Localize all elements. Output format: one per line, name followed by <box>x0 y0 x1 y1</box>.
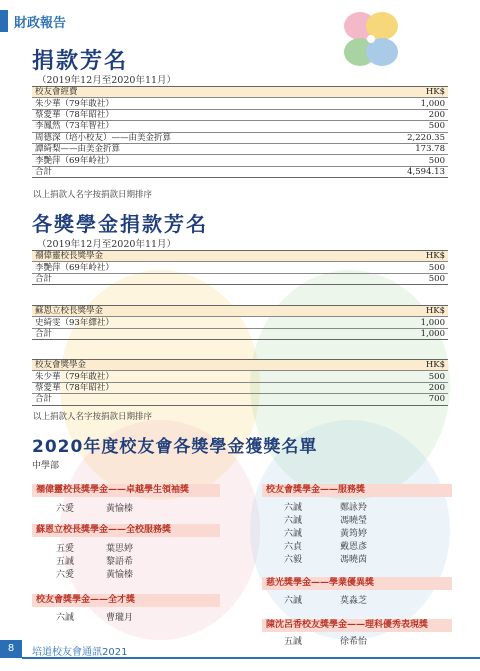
scholarships-note: 以上捐款人名字按捐款日期排序 <box>33 412 153 422</box>
donation-amount: 500 <box>350 121 448 132</box>
table-title: 蘇恩立校長獎學金 <box>32 306 338 317</box>
table-total-row <box>32 394 448 405</box>
donation-amount: 200 <box>353 382 448 393</box>
winner-row <box>284 539 444 551</box>
table-total-row <box>32 166 448 177</box>
scholarship-table <box>32 359 448 406</box>
winner-name: 黃愉榛 <box>106 504 134 514</box>
winner-name: 黃筠婷 <box>340 529 368 539</box>
donor-name: 李艷萍（69年岭社） <box>32 262 353 273</box>
donor-name: 朱少華（79年敢社） <box>32 371 353 382</box>
winner-class: 六誠 <box>284 596 303 606</box>
winner-row <box>284 593 444 605</box>
winner-row <box>56 501 216 513</box>
table-row <box>32 132 448 143</box>
table-row <box>32 121 448 132</box>
donation-amount: 200 <box>350 109 448 120</box>
winner-name: 徐希怡 <box>340 637 368 647</box>
donor-name: 李艷萍（69年岭社） <box>32 155 350 166</box>
winner-class: 六愛 <box>56 504 75 514</box>
table-header-row <box>32 360 448 371</box>
donor-name: 史綺雯（93年繹社） <box>32 317 338 328</box>
winner-class: 六誠 <box>284 503 303 513</box>
donor-name: 譚綺梨——由美金折算 <box>32 143 350 154</box>
currency-label: HK$ <box>338 306 448 317</box>
donation-amount: 2,220.35 <box>350 132 448 143</box>
scholarships-period: （2019年12月至2020年11月） <box>37 239 177 250</box>
winner-class: 六誠 <box>284 516 303 526</box>
winner-row <box>284 500 444 512</box>
winner-name: 馮曉茵 <box>340 555 368 565</box>
winner-row <box>284 552 444 564</box>
total-label: 合計 <box>32 328 338 339</box>
winner-class: 六貞 <box>284 542 303 552</box>
table-title: 校友會獎學金 <box>32 360 353 371</box>
award-title-bar: 禤偉靈校長獎學金——卓越學生領袖獎 <box>32 484 220 497</box>
donations-title: 捐款芳名 <box>32 49 129 74</box>
winner-name: 曹瓏月 <box>106 613 134 623</box>
donor-name: 蔡愛華（78年昭社） <box>32 382 353 393</box>
division-label: 中學部 <box>32 461 60 471</box>
donations-period: （2019年12月至2020年11月） <box>37 75 177 86</box>
award-title-bar: 慈光獎學金——學業優異獎 <box>262 577 452 590</box>
flower-logo-icon <box>332 6 408 76</box>
winner-class: 六誠 <box>56 613 75 623</box>
footer-title: 培道校友會通訊2021 <box>32 647 128 658</box>
award-title-bar: 蘇恩立校長獎學金——全校服務獎 <box>32 524 220 537</box>
donation-amount: 500 <box>353 262 448 273</box>
winner-name: 黎語希 <box>106 557 134 567</box>
page-footer <box>0 640 480 660</box>
currency-label: HK$ <box>353 360 448 371</box>
winner-row <box>56 554 216 566</box>
donor-name: 朱少華（79年敢社） <box>32 98 350 109</box>
total-label: 合計 <box>32 394 353 405</box>
winner-row <box>56 610 216 622</box>
winner-class: 五誠 <box>284 637 303 647</box>
winner-row <box>284 513 444 525</box>
section-header <box>0 10 480 32</box>
donor-name: 蔡愛華（78年昭社） <box>32 109 350 120</box>
scholarships-title: 各獎學金捐款芳名 <box>32 212 208 236</box>
table-row <box>32 317 448 328</box>
table-row <box>32 262 448 273</box>
donation-amount: 500 <box>353 371 448 382</box>
donation-amount: 173.78 <box>350 143 448 154</box>
winner-class: 五愛 <box>56 544 75 554</box>
page-number: 8 <box>0 640 22 658</box>
donation-amount: 1,000 <box>350 98 448 109</box>
table-header-row <box>32 306 448 317</box>
winner-class: 六毅 <box>284 555 303 565</box>
table-total-row <box>32 273 448 284</box>
winner-name: 葉思婷 <box>106 544 134 554</box>
table-header-row <box>32 251 448 262</box>
table-row <box>32 98 448 109</box>
total-amount: 500 <box>353 273 448 284</box>
total-amount: 700 <box>353 394 448 405</box>
winner-class: 六愛 <box>56 570 75 580</box>
section-title: 財政報告 <box>14 16 67 31</box>
winner-name: 鄭詠羚 <box>340 503 368 513</box>
winner-name: 黃愉榛 <box>106 570 134 580</box>
total-amount: 1,000 <box>338 328 448 339</box>
currency-label: HK$ <box>350 87 448 98</box>
table-row <box>32 155 448 166</box>
award-title-bar: 校友會獎學金——服務獎 <box>262 484 452 497</box>
donations-table <box>32 86 448 178</box>
total-label: 合計 <box>32 273 353 284</box>
winner-row <box>56 567 216 579</box>
scholarship-table <box>32 250 448 285</box>
table-title: 禤偉靈校長獎學金 <box>32 251 353 262</box>
award-title-bar: 陳沈呂香校友獎學金——理科優秀表現獎 <box>262 619 452 632</box>
winner-row <box>56 541 216 553</box>
currency-label: HK$ <box>353 251 448 262</box>
winner-name: 戴恩彥 <box>340 542 368 552</box>
table-header-row <box>32 87 448 98</box>
award-title-bar: 校友會獎學金——全才獎 <box>32 594 220 607</box>
section-accent-bar <box>0 10 8 32</box>
winner-name: 馮曉瑩 <box>340 516 368 526</box>
table-row <box>32 382 448 393</box>
winner-class: 五誠 <box>56 557 75 567</box>
table-row <box>32 143 448 154</box>
table-total-row <box>32 328 448 339</box>
table-row <box>32 109 448 120</box>
donor-name: 李鳳然（73年智社） <box>32 121 350 132</box>
total-label: 合計 <box>32 166 350 177</box>
donation-amount: 1,000 <box>338 317 448 328</box>
scholarship-table <box>32 305 448 340</box>
donations-note: 以上捐款人名字按捐款日期排序 <box>33 190 153 200</box>
table-title: 校友會經費 <box>32 87 350 98</box>
awards-title: 2020年度校友會各獎學金獲獎名單 <box>32 437 318 457</box>
total-amount: 4,594.13 <box>350 166 448 177</box>
donation-amount: 500 <box>350 155 448 166</box>
winner-name: 莫淼芝 <box>340 596 368 606</box>
donor-name: 周德深（培小校友）——由美金折算 <box>32 132 350 143</box>
table-row <box>32 371 448 382</box>
winner-row <box>284 526 444 538</box>
winner-class: 六誠 <box>284 529 303 539</box>
